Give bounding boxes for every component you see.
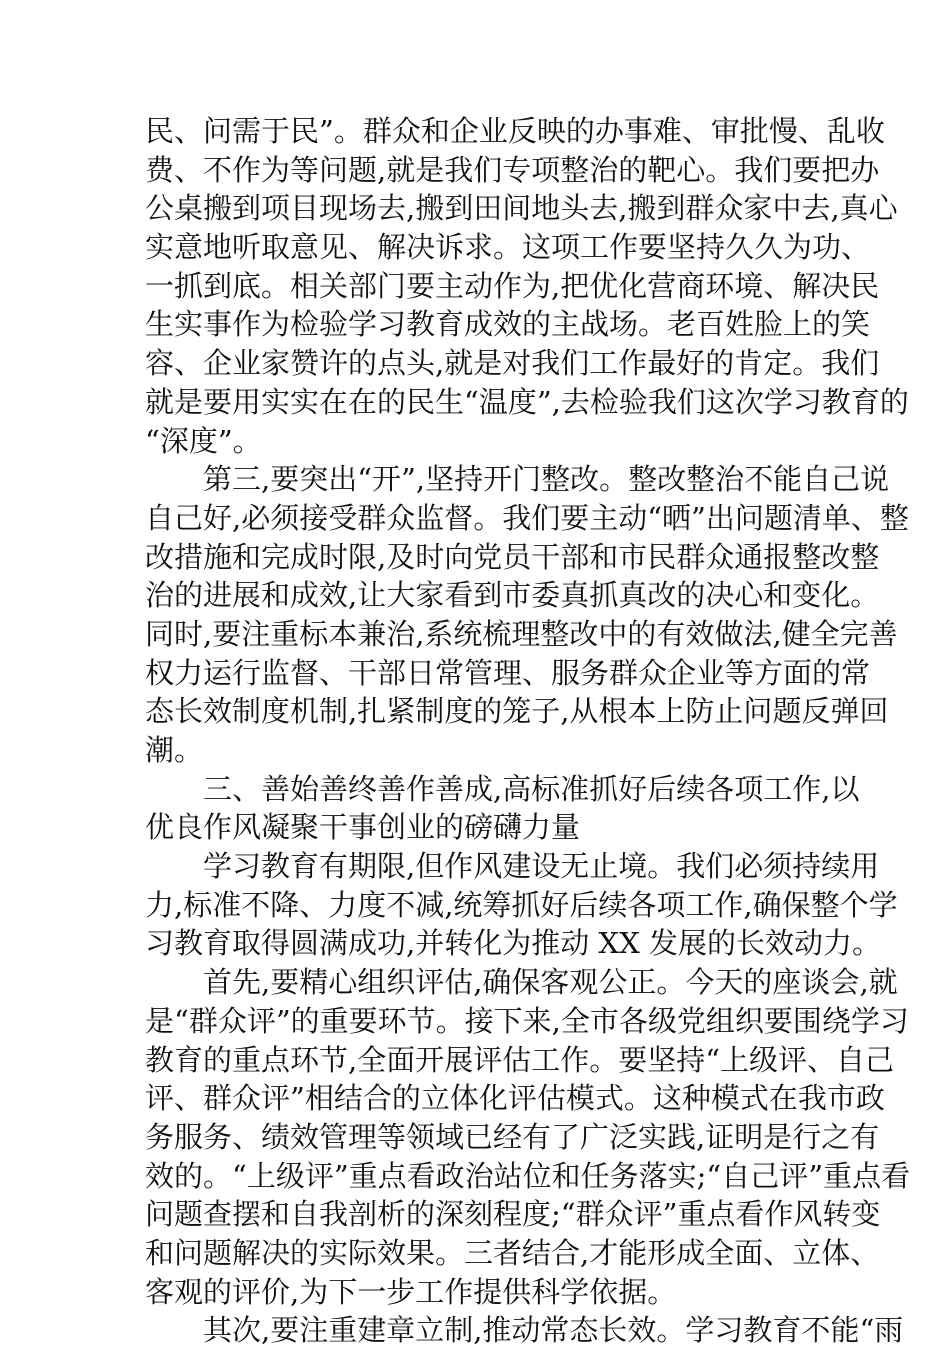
text-line: 改措施和完成时限,及时向党员干部和市民群众通报整改整	[145, 539, 880, 574]
text-line: 第三,要突出“开”,坚持开门整改。整改整治不能自己说	[203, 462, 890, 497]
text-line: 治的进展和成效,让大家看到市委真抓真改的决心和变化。	[145, 578, 880, 613]
text-line: 首先,要精心组织评估,确保客观公正。今天的座谈会,就	[203, 965, 898, 1000]
text-line: 其次,要注重建章立制,推动常态长效。学习教育不能“雨	[203, 1313, 904, 1348]
text-line: 务服务、绩效管理等领域已经有了广泛实践,证明是行之有	[145, 1119, 880, 1154]
text-line: 就是要用实实在在的民生“温度”,去检验我们这次学习教育的	[145, 384, 909, 419]
text-line: 效的。“上级评”重点看政治站位和任务落实;“自己评”重点看	[145, 1158, 911, 1193]
text-line: 评、群众评”相结合的立体化评估模式。这种模式在我市政	[145, 1081, 885, 1116]
text-line: 学习教育有期限,但作风建设无止境。我们必须持续用	[203, 849, 880, 884]
text-line: 公桌搬到项目现场去,搬到田间地头去,搬到群众家中去,真心	[145, 191, 898, 226]
text-line: 教育的重点环节,全面开展评估工作。要坚持“上级评、自己	[145, 1042, 895, 1077]
text-line: 实意地听取意见、解决诉求。这项工作要坚持久久为功、	[145, 230, 871, 265]
text-line: 民、问需于民”。群众和企业反映的办事难、审批慢、乱收	[145, 114, 885, 148]
text-line: 自己好,必须接受群众监督。我们要主动“晒”出问题清单、整	[145, 500, 909, 535]
text-line: 一抓到底。相关部门要主动作为,把优化营商环境、解决民	[145, 268, 880, 303]
text-line: 是“群众评”的重要环节。接下来,全市各级党组织要围绕学习	[145, 1003, 909, 1038]
text-line: 权力运行监督、干部日常管理、服务群众企业等方面的常	[145, 655, 871, 690]
text-line: 客观的评价,为下一步工作提供科学依据。	[145, 1274, 677, 1309]
text-line: 习教育取得圆满成功,并转化为推动 XX 发展的长效动力。	[145, 926, 881, 961]
text-line: 费、不作为等问题,就是我们专项整治的靶心。我们要把办	[145, 152, 880, 187]
text-line: 同时,要注重标本兼治,系统梳理整改中的有效做法,健全完善	[145, 616, 898, 651]
text-line: 力,标准不降、力度不减,统筹抓好后续各项工作,确保整个学	[145, 887, 898, 922]
text-line: 潮。	[145, 733, 204, 767]
text-line: “深度”。	[145, 423, 262, 458]
text-line: 问题查摆和自我剖析的深刻程度;“群众评”重点看作风转变	[145, 1197, 881, 1232]
text-line: 生实事作为检验学习教育成效的主战场。老百姓脸上的笑	[145, 307, 871, 342]
text-line: 态长效制度机制,扎紧制度的笼子,从根本上防止问题反弹回	[145, 694, 889, 729]
text-line: 容、企业家赞许的点头,就是对我们工作最好的肯定。我们	[145, 346, 880, 381]
text-line: 和问题解决的实际效果。三者结合,才能形成全面、立体、	[145, 1235, 880, 1270]
document-page	[145, 112, 911, 1350]
text-line: 三、善始善终善作善成,高标准抓好后续各项工作,以	[203, 771, 860, 806]
text-line: 优良作风凝聚干事创业的磅礴力量	[145, 810, 581, 845]
